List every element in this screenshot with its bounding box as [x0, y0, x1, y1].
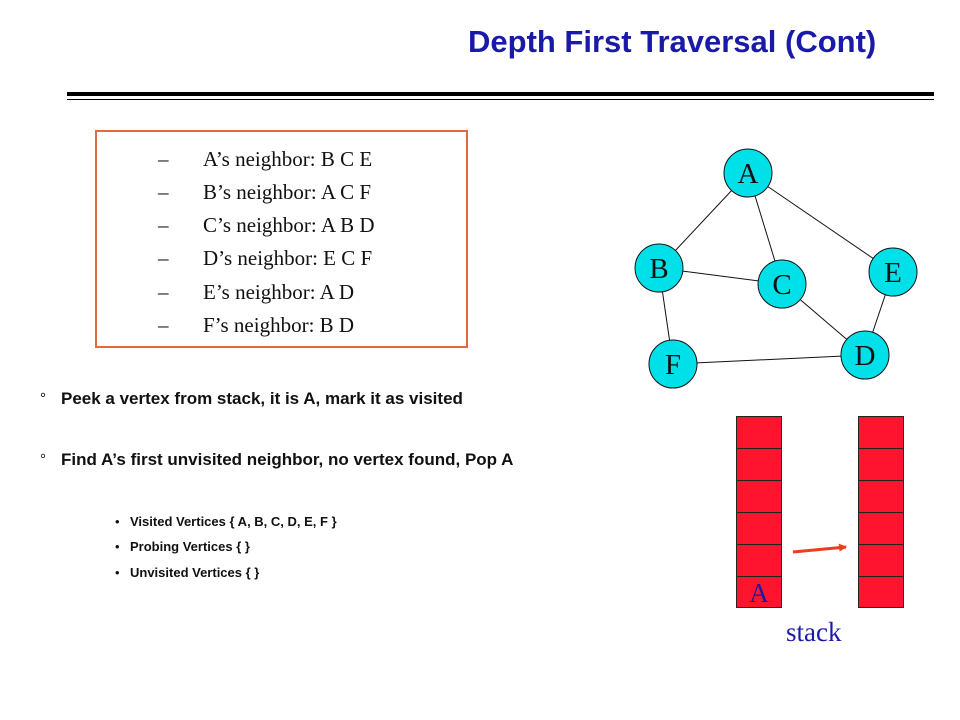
svg-text:C: C — [772, 269, 792, 301]
status-item-visited: • Visited Vertices { A, B, C, D, E, F } — [115, 514, 337, 529]
step-text: Find A’s first unvisited neighbor, no vertex found, Pop A — [61, 450, 514, 469]
stack-label: stack — [786, 617, 842, 647]
stack-cell-label: A — [749, 577, 769, 608]
bullet-mark: ° — [40, 390, 46, 407]
status-item-probing: • Probing Vertices { } — [115, 539, 250, 554]
neighbor-row: – F’s neighbor: B D — [158, 312, 355, 337]
bullet-mark: ° — [40, 451, 46, 468]
neighbor-row: – C’s neighbor: A B D — [158, 212, 375, 237]
svg-text:A: A — [737, 158, 759, 190]
neighbor-row: – B’s neighbor: A C F — [158, 179, 372, 204]
neighbor-row: – D’s neighbor: E C F — [158, 245, 373, 270]
step-text: Peek a vertex from stack, it is A, mark it as visited — [61, 389, 463, 408]
neighbor-row: – E’s neighbor: A D — [158, 279, 355, 304]
svg-text:E: E — [884, 257, 902, 289]
page-title: Depth First Traversal (Cont) — [468, 24, 877, 59]
neighbor-row: – A’s neighbor: B C E — [158, 146, 373, 171]
svg-text:B: B — [649, 253, 669, 285]
svg-text:D: D — [854, 340, 876, 372]
status-item-unvisited: • Unvisited Vertices { } — [115, 565, 260, 580]
svg-text:F: F — [664, 349, 682, 381]
